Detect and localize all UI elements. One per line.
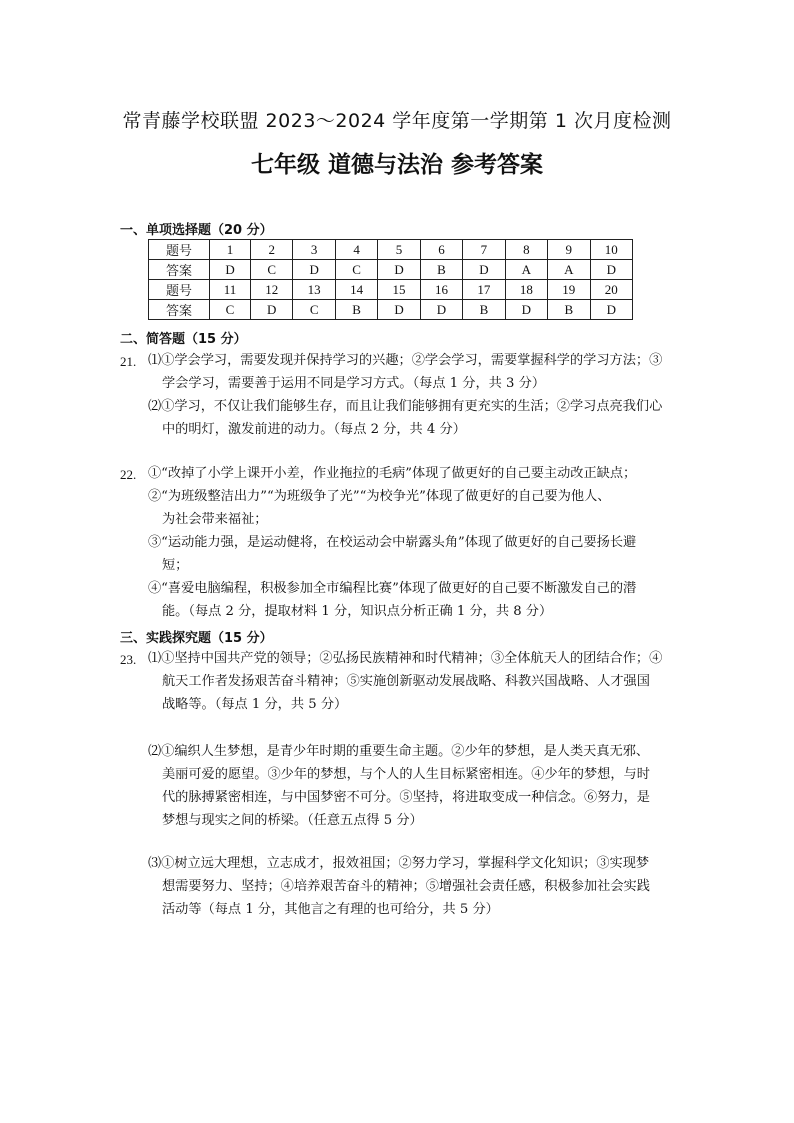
answer-table-cell: D	[293, 260, 335, 280]
answer-table-cell: C	[293, 300, 335, 320]
answer-table-cell: C	[335, 260, 377, 280]
answer-table-cell: 13	[293, 280, 335, 300]
section3-title: 三、实践探究题（15 分）	[120, 631, 273, 646]
answer-table-row	[149, 280, 633, 300]
q23-p1a: ⑴①坚持中国共产党的领导；②弘扬民族精神和时代精神；③全体航天人的团结合作；④	[148, 651, 663, 666]
q23-p2c: 代的脉搏紧密相连，与中国梦密不可分。⑤坚持，将进取变成一种信念。⑥努力，是	[162, 790, 650, 805]
exam-title: 常青藤学校联盟 2023～2024 学年度第一学期第 1 次月度检测	[122, 110, 672, 132]
q23-part3	[148, 852, 676, 921]
q22-answer	[148, 462, 676, 623]
answer-table-cell: D	[251, 300, 293, 320]
q22-number: 22.	[120, 467, 137, 482]
answer-table-cell: D	[420, 300, 462, 320]
answer-table-cell: 10	[590, 240, 632, 260]
answer-table-cell: B	[420, 260, 462, 280]
answer-table-cell: 17	[463, 280, 505, 300]
q23-p1b: 航天工作者发扬艰苦奋斗精神；⑤实施创新驱动发展战略、科教兴国战略、人才强国	[162, 674, 650, 689]
answer-table-cell: B	[335, 300, 377, 320]
q23-part2	[148, 740, 676, 832]
answer-table-cell: D	[590, 300, 632, 320]
q22-l2b: 为社会带来福祉；	[162, 512, 268, 527]
answer-table-cell: 3	[293, 240, 335, 260]
q21-p1: ⑴①学会学习，需要发现并保持学习的兴趣；②学会学习，需要掌握科学的学习方法；③	[148, 353, 663, 368]
q22-l3: ③“运动能力强，是运动健将，在校运动会中崭露头角”体现了做更好的自己要扬长避	[148, 535, 637, 550]
q23-p3c: 活动等（每点 1 分，其他言之有理的也可给分，共 5 分）	[162, 902, 499, 917]
answer-table-row-label: 答案	[149, 260, 210, 280]
answer-table-cell: 6	[420, 240, 462, 260]
answer-table-cell: 4	[335, 240, 377, 260]
q22-l2: ②“为班级整洁出力”“为班级争了光”“为校争光”体现了做更好的自己要为他人、	[148, 489, 611, 504]
q21-p2b: 中的明灯，激发前进的动力。（每点 2 分，共 4 分）	[162, 422, 466, 437]
q23-part1	[148, 647, 676, 716]
answer-table-cell: 12	[251, 280, 293, 300]
answer-table-cell: D	[378, 260, 420, 280]
q22-l4b: 能。（每点 2 分，提取材料 1 分，知识点分析正确 1 分，共 8 分）	[162, 604, 553, 619]
answer-table-row	[149, 300, 633, 320]
answer-table-cell: B	[548, 300, 590, 320]
q23-number: 23.	[120, 652, 137, 667]
answer-table-cell: B	[463, 300, 505, 320]
answer-table-cell: 5	[378, 240, 420, 260]
q23-p3a: ⑶①树立远大理想，立志成才，报效祖国；②努力学习，掌握科学文化知识；③实现梦	[148, 856, 650, 871]
section1-title: 一、单项选择题（20 分）	[120, 223, 273, 238]
q23-p3b: 想需要努力、坚持；④培养艰苦奋斗的精神；⑤增强社会责任感，积极参加社会实践	[162, 879, 650, 894]
answer-table-row-label: 答案	[149, 300, 210, 320]
answer-table	[148, 239, 633, 320]
q23-p2a: ⑵①编织人生梦想，是青少年时期的重要生命主题。②少年的梦想，是人类天真无邪、	[148, 744, 650, 759]
answer-table-cell: D	[210, 260, 251, 280]
answer-table-cell: D	[590, 260, 632, 280]
answer-table-cell: 18	[505, 280, 547, 300]
answer-table-cell: 16	[420, 280, 462, 300]
q23-p1c: 战略等。（每点 1 分，共 5 分）	[162, 697, 348, 712]
answer-table-row-label: 题号	[149, 280, 210, 300]
q21-p1b: 学会学习，需要善于运用不同是学习方式。（每点 1 分，共 3 分）	[162, 376, 546, 391]
answer-table-cell: 11	[210, 280, 251, 300]
q21-number: 21.	[120, 354, 137, 369]
section2-title: 二、简答题（15 分）	[120, 332, 247, 347]
q22-l1: ①“改掉了小学上课开小差，作业拖拉的毛病”体现了做更好的自己要主动改正缺点；	[148, 466, 637, 481]
answer-table-cell: 19	[548, 280, 590, 300]
answer-table-cell: C	[251, 260, 293, 280]
answer-table-cell: D	[463, 260, 505, 280]
q21-p2: ⑵①学习，不仅让我们能够生存，而且让我们能够拥有更充实的生活；②学习点亮我们心	[148, 399, 663, 414]
q23-p2d: 梦想与现实之间的桥梁。（任意五点得 5 分）	[162, 813, 423, 828]
answer-title: 七年级 道德与法治 参考答案	[250, 152, 543, 178]
answer-table-row-label: 题号	[149, 240, 210, 260]
answer-table-cell: D	[505, 300, 547, 320]
answer-table-cell: A	[505, 260, 547, 280]
q22-l4: ④“喜爱电脑编程，积极参加全市编程比赛”体现了做更好的自己要不断激发自己的潜	[148, 581, 637, 596]
q22-l3b: 短；	[162, 558, 189, 573]
answer-table-cell: 8	[505, 240, 547, 260]
answer-table-cell: 20	[590, 280, 632, 300]
answer-table-cell: 9	[548, 240, 590, 260]
answer-table-cell: A	[548, 260, 590, 280]
answer-table-cell: D	[378, 300, 420, 320]
answer-table-cell: 2	[251, 240, 293, 260]
answer-table-cell: 15	[378, 280, 420, 300]
answer-table-cell: 14	[335, 280, 377, 300]
answer-table-cell: 1	[210, 240, 251, 260]
q23-p2b: 美丽可爱的愿望。③少年的梦想，与个人的人生目标紧密相连。④少年的梦想，与时	[162, 767, 650, 782]
answer-table-cell: 7	[463, 240, 505, 260]
answer-table-row	[149, 240, 633, 260]
answer-table-row	[149, 260, 633, 280]
q21-answer	[148, 349, 676, 441]
answer-table-cell: C	[210, 300, 251, 320]
